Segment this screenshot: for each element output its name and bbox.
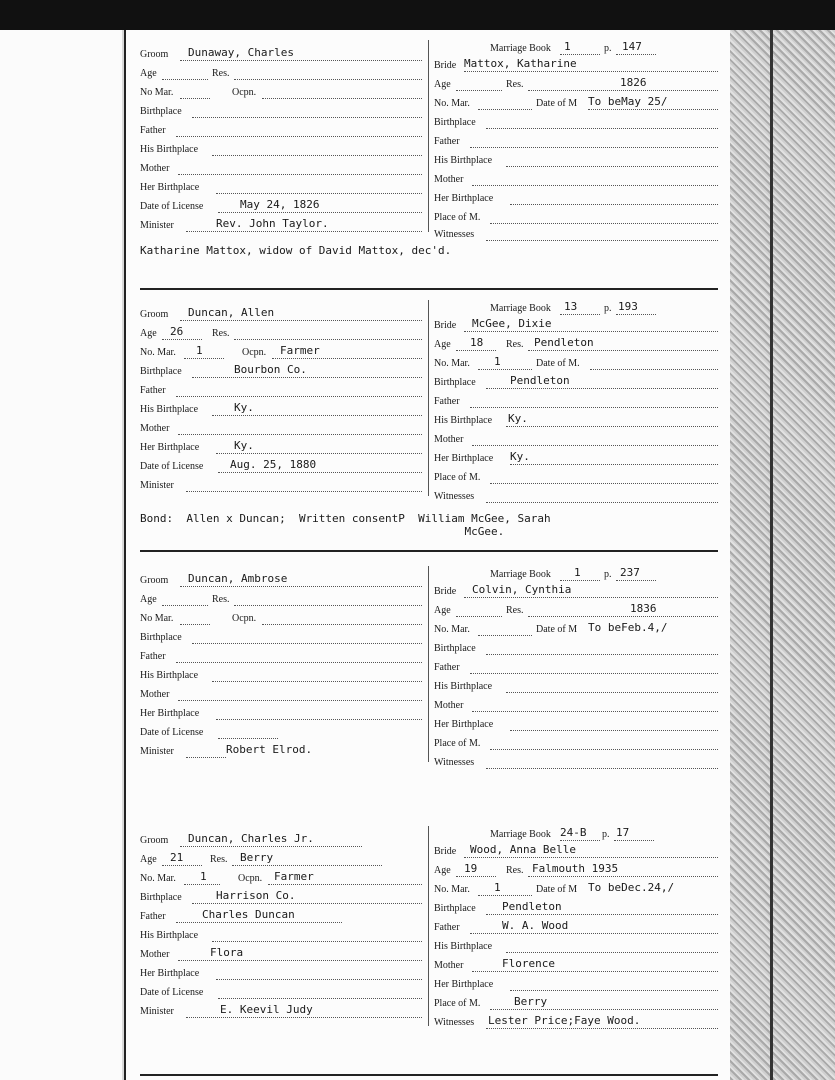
marriage-record xyxy=(140,566,718,768)
column-divider xyxy=(428,566,429,762)
marriage-record xyxy=(140,826,718,1026)
bride-age-field: Age Res. 1836 xyxy=(434,602,718,620)
groom-age-field: Age Res. xyxy=(140,65,422,83)
bride-her-birthplace-field: Her Birthplace Ky. xyxy=(434,450,718,468)
bride-his-birthplace-field: His Birthplace Ky. xyxy=(434,412,718,430)
bride-place-field: Place of M. Berry xyxy=(434,995,718,1013)
bride-witnesses-field: Witnesses xyxy=(434,754,718,772)
bride-name-field: Bride Wood, Anna Belle xyxy=(434,843,718,861)
marriage-record xyxy=(140,300,718,502)
bride-father-field: Father xyxy=(434,659,718,677)
bride-name: Mattox, Katharine xyxy=(464,57,577,70)
bride-place-field: Place of M. xyxy=(434,209,718,227)
bride-her-birthplace-field: Her Birthplace xyxy=(434,976,718,994)
bride-place-field: Place of M. xyxy=(434,469,718,487)
bride-mother-field: Mother Florence xyxy=(434,957,718,975)
groom-mother-field: Mother xyxy=(140,420,422,438)
groom-name: Dunaway, Charles xyxy=(188,46,294,59)
bride-birthplace-field: Birthplace Pendleton xyxy=(434,900,718,918)
groom-his-birthplace-field: His Birthplace Ky. xyxy=(140,401,422,419)
groom-his-birthplace-field: His Birthplace xyxy=(140,141,422,159)
scan-right-edge xyxy=(728,30,835,1080)
groom-father-field: Father xyxy=(140,648,422,666)
bride-witnesses-field: Witnesses Lester Price;Faye Wood. xyxy=(434,1014,718,1032)
bride-mother-field: Mother xyxy=(434,171,718,189)
groom-birthplace-field: Birthplace xyxy=(140,629,422,647)
groom-age-field: Age 26 Res. xyxy=(140,325,422,343)
bride-father-field: Father xyxy=(434,393,718,411)
left-margin xyxy=(0,30,122,1080)
groom-age-field: Age Res. xyxy=(140,591,422,609)
groom-birthplace-field: Birthplace Bourbon Co. xyxy=(140,363,422,381)
groom-name: Duncan, Allen xyxy=(188,306,275,319)
groom-her-birthplace-field: Her Birthplace Ky. xyxy=(140,439,422,457)
bride-name: Wood, Anna Belle xyxy=(470,843,576,856)
marriage-book-ref: Marriage Book 1 p. 237 xyxy=(434,566,718,584)
groom-license-field: Date of License Aug. 25, 1880 xyxy=(140,458,422,476)
bride-nomar-field: No. Mar. 1 Date of M. xyxy=(434,355,718,373)
bride-her-birthplace-field: Her Birthplace xyxy=(434,190,718,208)
groom-license-field: Date of License May 24, 1826 xyxy=(140,198,422,216)
bride-nomar-field: No. Mar. 1 Date of M To beDec.24,/ xyxy=(434,881,675,895)
bride-name-field: Bride Colvin, Cynthia xyxy=(434,583,718,601)
bride-age-field: Age Res. 1826 xyxy=(434,76,718,94)
groom-nomar-field: No. Mar. 1 Ocpn. Farmer xyxy=(140,344,422,362)
bride-name-field: Bride Mattox, Katharine xyxy=(434,57,718,75)
groom-birthplace-field: Birthplace xyxy=(140,103,422,121)
record-note: Bond: Allen x Duncan; Written consentP William McGee, Sarah McGee. xyxy=(140,512,551,538)
groom-license-field: Date of License xyxy=(140,724,422,742)
bride-place-field: Place of M. xyxy=(434,735,718,753)
groom-nomar-field: No. Mar. 1 Ocpn. Farmer xyxy=(140,870,422,888)
marriage-book-ref: Marriage Book 24-B p. 17 xyxy=(434,826,718,844)
bride-birthplace-field: Birthplace xyxy=(434,114,718,132)
bride-her-birthplace-field: Her Birthplace xyxy=(434,716,718,734)
groom-minister-field: Minister Robert Elrod. xyxy=(140,743,313,757)
bride-witnesses-field: Witnesses xyxy=(434,488,718,506)
column-divider xyxy=(428,826,429,1026)
marriage-record xyxy=(140,40,718,240)
column-divider xyxy=(428,40,429,232)
groom-name-field: Groom Duncan, Charles Jr. xyxy=(140,832,422,850)
bride-birthplace-field: Birthplace Pendleton xyxy=(434,374,718,392)
groom-age-field: Age 21 Res. Berry xyxy=(140,851,422,869)
groom-name-field: Groom Dunaway, Charles xyxy=(140,46,422,64)
record-separator xyxy=(140,550,718,552)
groom-father-field: Father xyxy=(140,382,422,400)
groom-name: Duncan, Ambrose xyxy=(188,572,288,585)
groom-name-field: Groom Duncan, Ambrose xyxy=(140,572,422,590)
record-separator xyxy=(140,288,718,290)
groom-his-birthplace-field: His Birthplace xyxy=(140,667,422,685)
groom-her-birthplace-field: Her Birthplace xyxy=(140,965,422,983)
groom-her-birthplace-field: Her Birthplace xyxy=(140,179,422,197)
scan-top-border xyxy=(0,0,835,30)
groom-father-field: Father Charles Duncan xyxy=(140,908,422,926)
bride-name-field: Bride McGee, Dixie xyxy=(434,317,718,335)
bride-his-birthplace-field: His Birthplace xyxy=(434,152,718,170)
bride-name: McGee, Dixie xyxy=(472,317,552,330)
groom-her-birthplace-field: Her Birthplace xyxy=(140,705,422,723)
record-card xyxy=(124,30,730,1080)
bride-father-field: Father xyxy=(434,133,718,151)
record-note: Katharine Mattox, widow of David Mattox, dec'd. xyxy=(140,244,452,257)
groom-his-birthplace-field: His Birthplace xyxy=(140,927,422,945)
bride-age-field: Age 19 Res. Falmouth 1935 xyxy=(434,862,718,880)
groom-name-field: Groom Duncan, Allen xyxy=(140,306,422,324)
groom-mother-field: Mother xyxy=(140,686,422,704)
bride-mother-field: Mother xyxy=(434,697,718,715)
record-separator xyxy=(140,1074,718,1076)
bride-nomar-field: No. Mar. Date of M To beFeb.4,/ xyxy=(434,621,668,635)
bride-witnesses-field: Witnesses xyxy=(434,226,718,244)
bride-his-birthplace-field: His Birthplace xyxy=(434,938,718,956)
groom-license-field: Date of License xyxy=(140,984,422,1002)
groom-mother-field: Mother Flora xyxy=(140,946,422,964)
bride-name: Colvin, Cynthia xyxy=(472,583,572,596)
bride-nomar-field: No. Mar. Date of M To beMay 25/ xyxy=(434,95,718,113)
marriage-book-ref: Marriage Book 1 p. 147 xyxy=(434,40,718,58)
groom-birthplace-field: Birthplace Harrison Co. xyxy=(140,889,422,907)
groom-minister-field: Minister E. Keevil Judy xyxy=(140,1003,422,1021)
groom-mother-field: Mother xyxy=(140,160,422,178)
groom-minister-field: Minister xyxy=(140,477,422,495)
marriage-book-ref: Marriage Book 13 p. 193 xyxy=(434,300,718,318)
bride-his-birthplace-field: His Birthplace xyxy=(434,678,718,696)
groom-minister-field: Minister Rev. John Taylor. xyxy=(140,217,422,235)
bride-father-field: Father W. A. Wood xyxy=(434,919,718,937)
groom-nomar-field: No Mar. Ocpn. xyxy=(140,84,422,102)
groom-father-field: Father xyxy=(140,122,422,140)
bride-birthplace-field: Birthplace xyxy=(434,640,718,658)
groom-nomar-field: No Mar. Ocpn. xyxy=(140,610,422,628)
groom-name: Duncan, Charles Jr. xyxy=(188,832,314,845)
bride-age-field: Age 18 Res. Pendleton xyxy=(434,336,718,354)
bride-mother-field: Mother xyxy=(434,431,718,449)
column-divider xyxy=(428,300,429,496)
